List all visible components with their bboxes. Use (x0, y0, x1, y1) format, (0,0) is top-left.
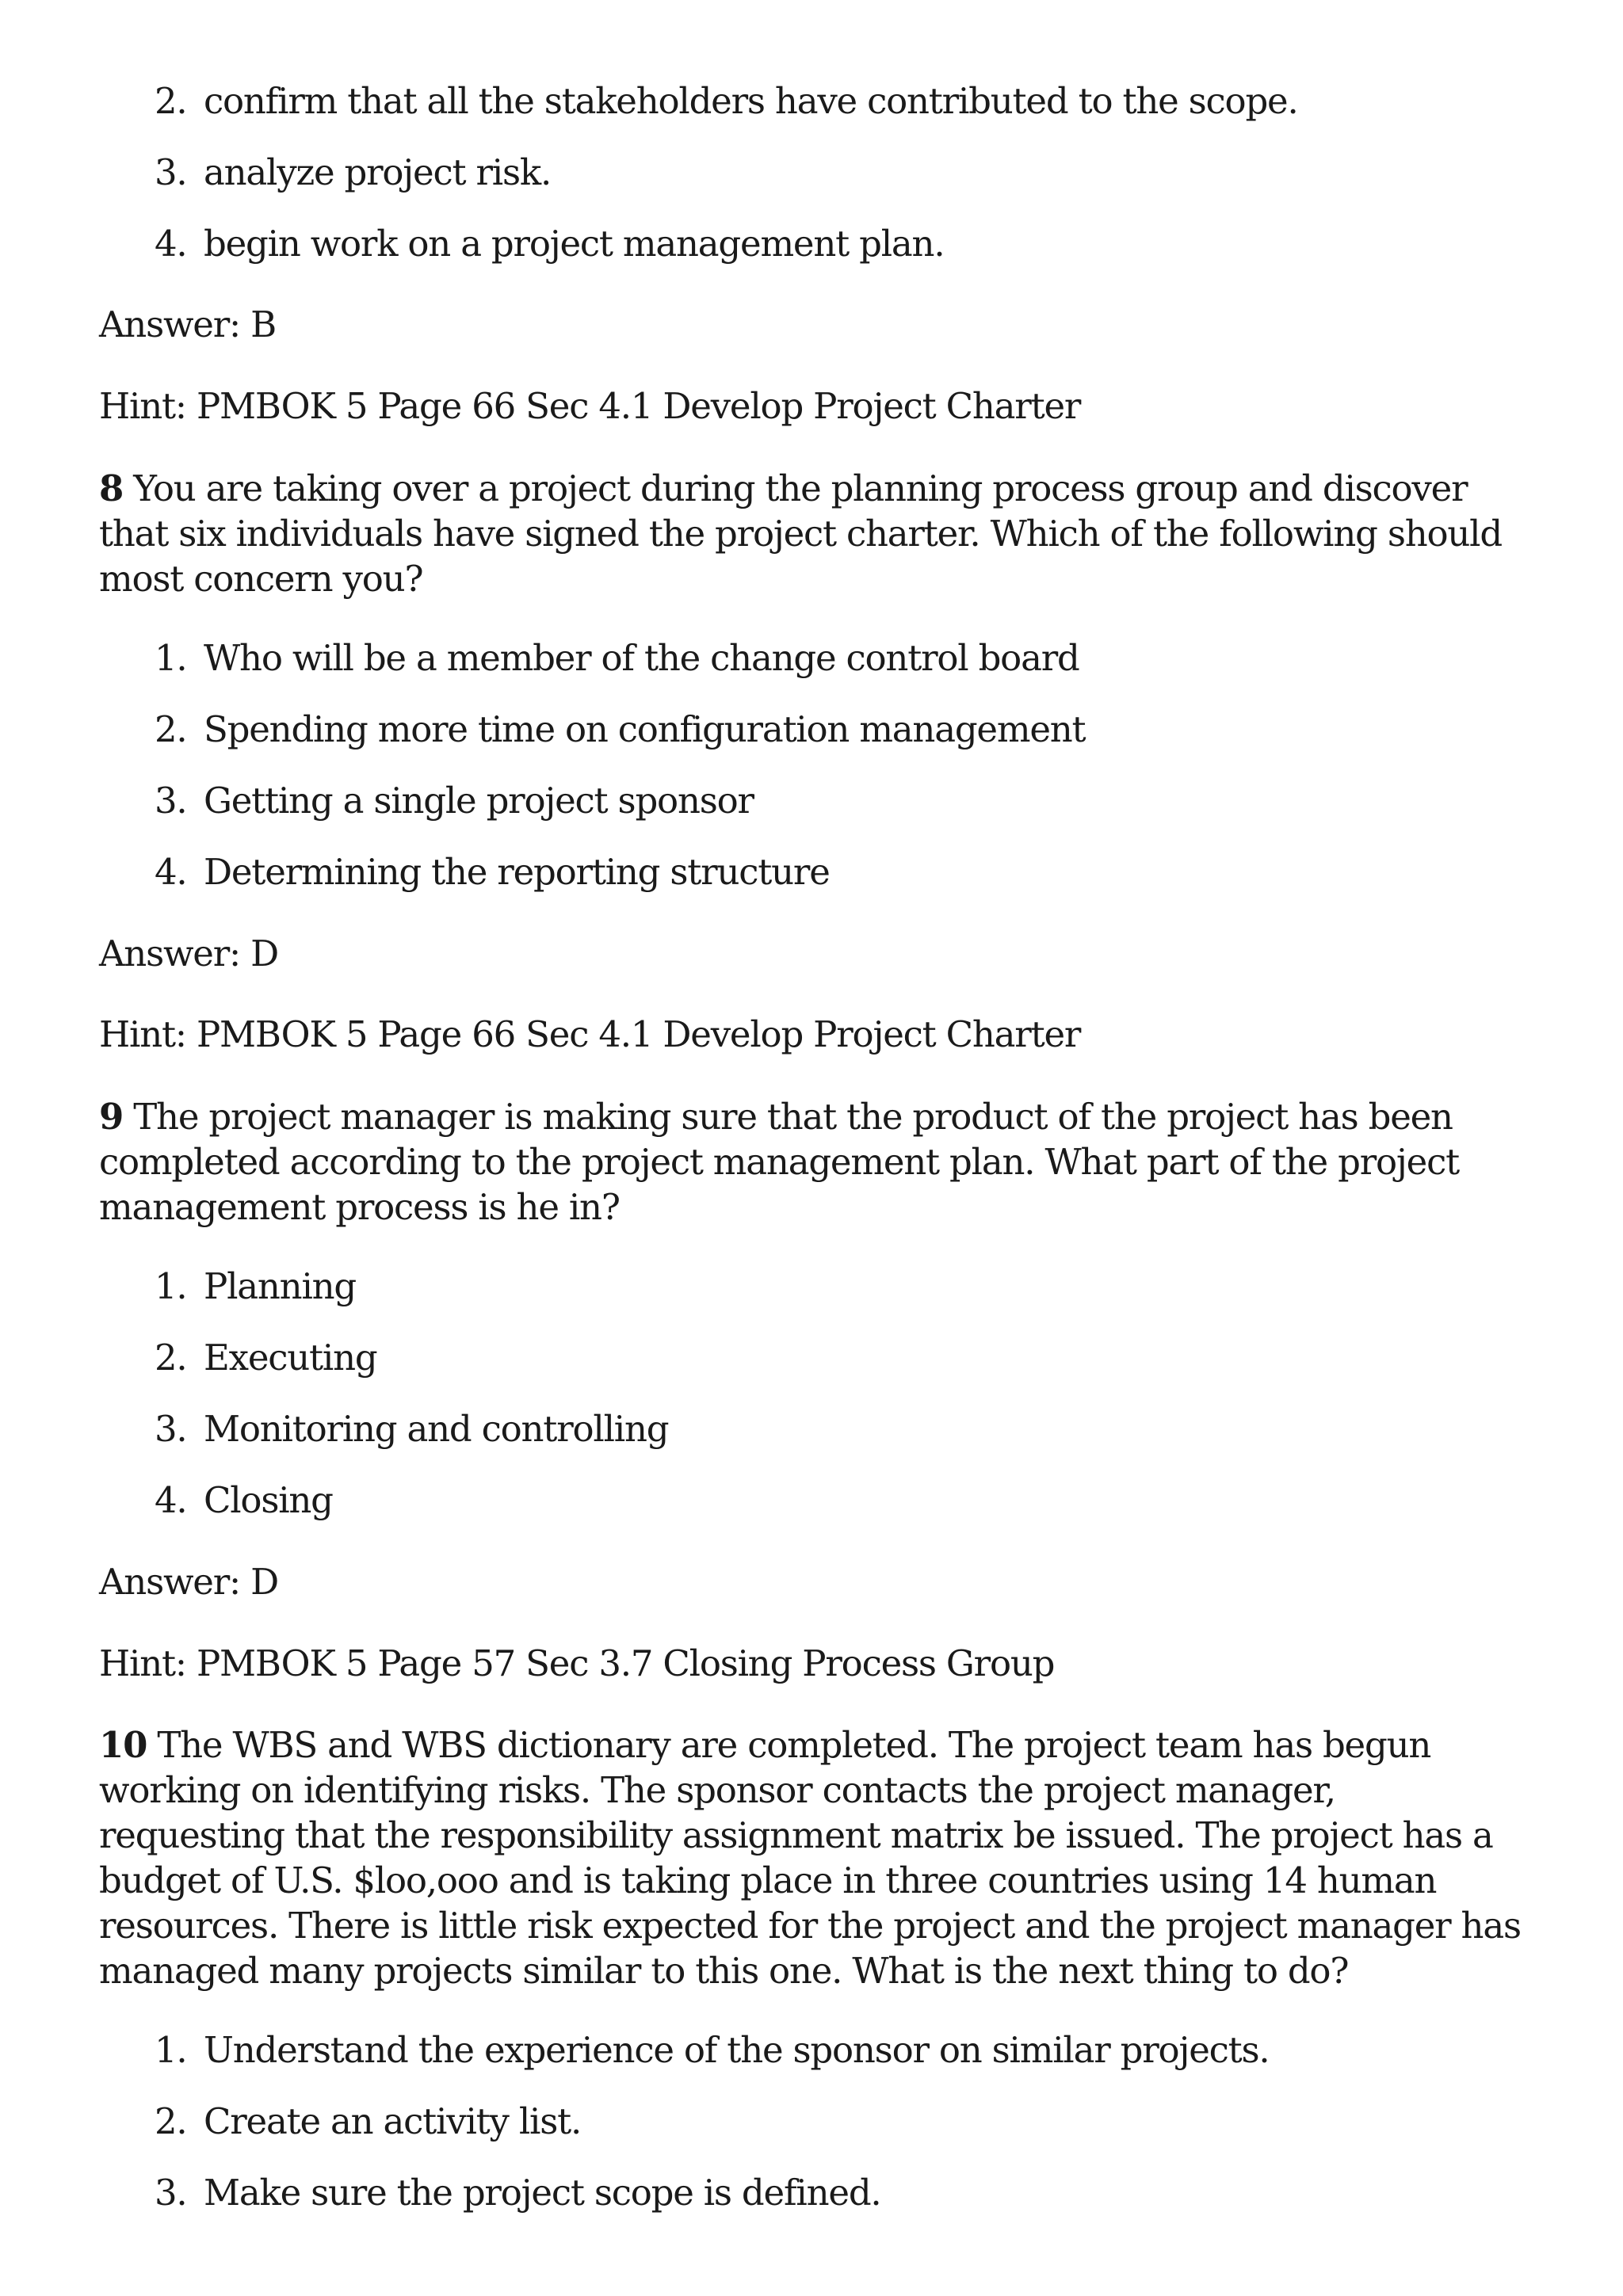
answer-line: Answer: D (99, 933, 278, 974)
question-number: 9 (99, 1096, 124, 1138)
option-item: 3. Getting a single project sponsor (155, 780, 754, 822)
option-item: 1. Planning (155, 1265, 357, 1307)
answer-line: Answer: B (99, 303, 276, 345)
hint-line: Hint: PMBOK 5 Page 57 Sec 3.7 Closing Process Group (99, 1642, 1055, 1684)
option-item: 2. Spending more time on configuration management (155, 708, 1086, 750)
option-item: 4. Closing (155, 1479, 333, 1521)
option-item: 3. analyze project risk. (155, 151, 552, 193)
hint-line: Hint: PMBOK 5 Page 66 Sec 4.1 Develop Project Charter (99, 1013, 1081, 1055)
option-item: 2. confirm that all the stakeholders have contributed to the scope. (155, 80, 1298, 122)
hint-line: Hint: PMBOK 5 Page 66 Sec 4.1 Develop Project Charter (99, 385, 1081, 427)
question-8 (99, 466, 1526, 601)
answer-line: Answer: D (99, 1561, 278, 1603)
question-10 (99, 1722, 1526, 1993)
option-item: 4. begin work on a project management plan. (155, 223, 945, 265)
option-item: 2. Create an activity list. (155, 2100, 582, 2142)
question-text: The project manager is making sure that the product of the project has been completed according to the project management plan. What part of the project management process is he in? (99, 1096, 1459, 1228)
question-number: 10 (99, 1724, 147, 1766)
option-item: 4. Determining the reporting structure (155, 851, 830, 893)
question-text: The WBS and WBS dictionary are completed. The project team has begun working on identifying risks. The sponsor contacts the project manager, requesting that the responsibility assignment matrix be issued. The project has a budget of U.S. $loo,ooo and is taking place in three countries using 14 human resources. There is little risk expected for the project and the project manager has managed many projects similar to this one. What is the next thing to do? (99, 1724, 1521, 1992)
option-item: 1. Who will be a member of the change control board (155, 637, 1079, 679)
question-number: 8 (99, 467, 124, 509)
question-9 (99, 1094, 1526, 1230)
question-text: You are taking over a project during the planning process group and discover that six individuals have signed the project charter. Which of the following should most concern you? (99, 467, 1502, 600)
option-item: 2. Executing (155, 1337, 377, 1379)
option-item: 3. Make sure the project scope is defined. (155, 2172, 881, 2214)
option-item: 3. Monitoring and controlling (155, 1408, 669, 1450)
option-item: 1. Understand the experience of the sponsor on similar projects. (155, 2029, 1270, 2071)
